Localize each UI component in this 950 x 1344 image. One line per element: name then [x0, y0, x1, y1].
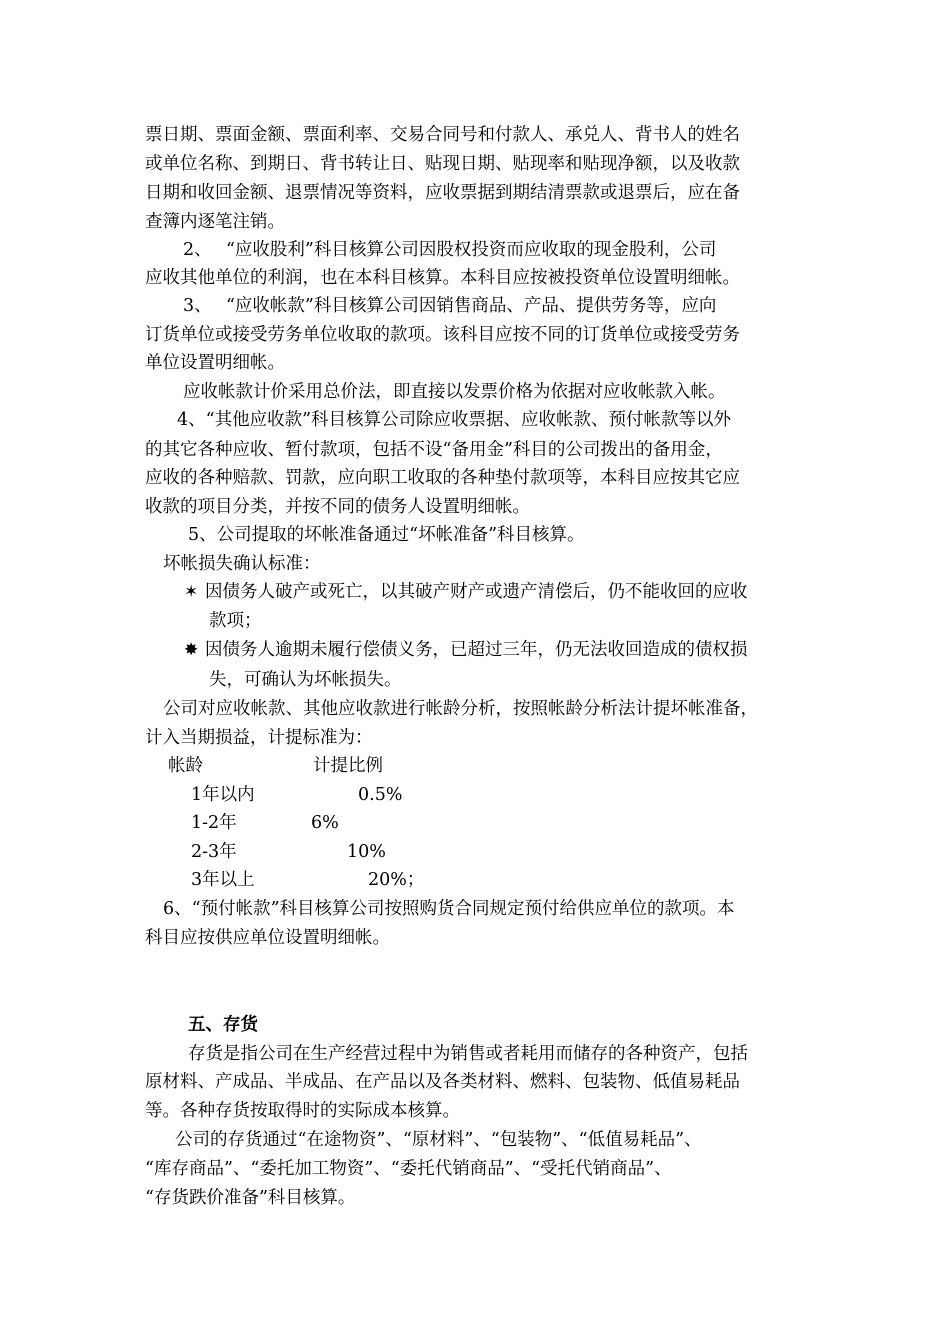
text-line: 坏帐损失确认标准：	[163, 554, 321, 574]
text-line: “存货跌价准备”科目核算。	[145, 1188, 356, 1208]
table-cell-ratio: 20%；	[368, 870, 425, 890]
text-line: 等。各种存货按取得时的实际成本核算。	[145, 1101, 460, 1121]
text-line: 计入当期损益，计提标准为：	[145, 728, 373, 748]
table-cell-ratio: 6%	[311, 813, 339, 833]
text-line: 订货单位或接受劳务单位收取的款项。该科目应按不同的订货单位或接受劳务	[145, 325, 740, 345]
table-cell-age: 3年以上	[191, 870, 255, 890]
text-line: 公司的存货通过“在途物资”、“原材料”、“包装物”、“低值易耗品”、	[175, 1130, 702, 1150]
text-line: 2、 “应收股利”科目核算公司因股权投资而应收取的现金股利，公司	[183, 240, 717, 260]
bullet-text: 因债务人逾期未履行偿债义务，已超过三年，仍无法收回造成的债权损	[205, 640, 748, 660]
text-line: 6、“预付帐款”科目核算公司按照购货合同规定预付给供应单位的款项。本	[163, 899, 735, 919]
table-cell-ratio: 10%	[347, 842, 386, 862]
text-line: 单位设置明细帐。	[145, 353, 285, 373]
text-line: 公司对应收帐款、其他应收款进行帐龄分析，按照帐龄分析法计提坏帐准备，	[163, 699, 758, 719]
text-line: 或单位名称、到期日、背书转让日、贴现日期、贴现率和贴现净额，以及收款	[145, 154, 740, 174]
text-line: 3、 “应收帐款”科目核算公司因销售商品、产品、提供劳务等，应向	[183, 296, 717, 316]
text-line: 的其它各种应收、暂付款项，包括不设“备用金”科目的公司拨出的备用金，	[145, 440, 723, 460]
section-heading: 五、存货	[188, 1015, 258, 1035]
bullet-text: 失，可确认为坏帐损失。	[209, 670, 402, 690]
text-line: 查簿内逐笔注销。	[145, 212, 285, 232]
text-line: 4、“其他应收款”科目核算公司除应收票据、应收帐款、预付帐款等以外	[177, 410, 732, 430]
text-line: 收款的项目分类，并按不同的债务人设置明细帐。	[145, 497, 530, 517]
table-cell-age: 2-3年	[191, 842, 237, 862]
text-line: 科目应按供应单位设置明细帐。	[145, 928, 390, 948]
text-line: 日期和收回金额、退票情况等资料，应收票据到期结清票款或退票后，应在备	[145, 183, 740, 203]
bullet-text: 因债务人破产或死亡，以其破产财产或遗产清偿后，仍不能收回的应收	[205, 582, 748, 602]
text-line: 票日期、票面金额、票面利率、交易合同号和付款人、承兑人、背书人的姓名	[145, 125, 740, 145]
star-bullet-icon: ✶	[184, 582, 199, 602]
text-line: 5、公司提取的坏帐准备通过“坏帐准备”科目核算。	[188, 525, 585, 545]
text-line: 应收帐款计价采用总价法，即直接以发票价格为依据对应收帐款入帐。	[183, 382, 726, 402]
text-line: 应收其他单位的利润，也在本科目核算。本科目应按被投资单位设置明细帐。	[145, 268, 740, 288]
text-line: 存货是指公司在生产经营过程中为销售或者耗用而储存的各种资产，包括	[188, 1044, 748, 1064]
table-header-ratio: 计提比例	[313, 756, 383, 776]
bullet-text: 款项；	[209, 611, 262, 631]
starburst-bullet-icon: ✸	[184, 640, 199, 660]
table-cell-ratio: 0.5%	[358, 785, 403, 805]
text-line: “库存商品”、“委托加工物资”、“委托代销商品”、“受托代销商品”、	[145, 1159, 672, 1179]
table-header-age: 帐龄	[168, 756, 203, 776]
table-cell-age: 1-2年	[191, 813, 237, 833]
text-line: 应收的各种赔款、罚款，应向职工收取的各种垫付款项等，本科目应按其它应	[145, 468, 740, 488]
table-cell-age: 1年以内	[191, 785, 255, 805]
text-line: 原材料、产成品、半成品、在产品以及各类材料、燃料、包装物、低值易耗品	[145, 1072, 740, 1092]
